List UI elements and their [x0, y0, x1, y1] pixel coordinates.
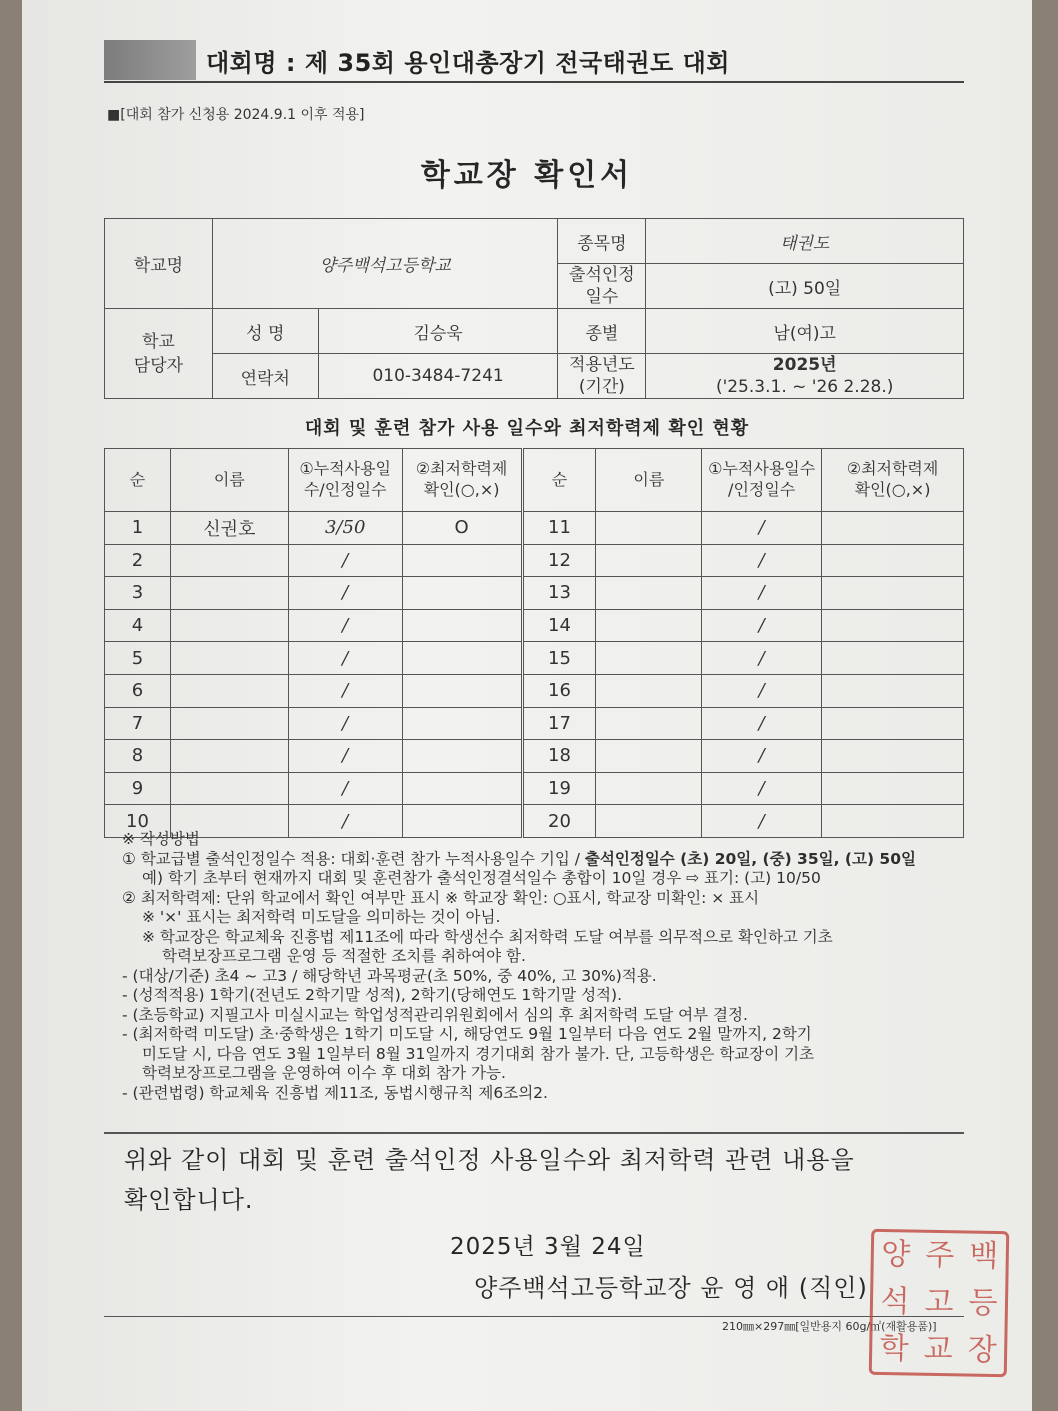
info-table: [104, 218, 964, 399]
signer: 양주백석고등학교장 윤 영 애 (직인): [474, 1274, 868, 1302]
table-row: [105, 642, 964, 675]
instruction-1-example: 예) 학기 초부터 현재까지 대회 및 훈련참가 출석인정결석일수 총합이 10일 경우 ⇨ 표기: (고) 10/50: [142, 869, 821, 887]
table-row: [105, 544, 964, 577]
header-no: 순: [105, 449, 171, 512]
row-check-right-cell: [822, 512, 964, 545]
header-days-right-line2: /인정일수: [728, 480, 796, 499]
row-number-cell: 3: [105, 577, 171, 610]
row-number-right-cell: 19: [522, 772, 596, 805]
row-days-right-cell: /: [702, 544, 822, 577]
row-check-cell: [402, 544, 522, 577]
instruction-1: [122, 850, 982, 870]
seal-char: 교: [923, 1331, 953, 1367]
seal-char: 양: [881, 1237, 911, 1273]
header-check-right-line2: 확인(○,×): [854, 480, 931, 499]
bullet-4b: 미도달 시, 다음 연도 3월 1일부터 8월 31일까지 경기대회 참가 불가. 단, 고등학생은 학교장이 기초: [142, 1044, 815, 1063]
row-number-right-cell: 16: [522, 674, 596, 707]
row-name-right-cell: [596, 512, 702, 545]
table-row: [105, 609, 964, 642]
row-days-cell: /: [288, 805, 402, 838]
confirmation-text: [124, 1140, 974, 1220]
header-days-line1: ①누적사용일: [299, 459, 391, 479]
section-title: 대회 및 훈련 참가 사용 일수와 최저학력제 확인 현황: [304, 418, 750, 439]
header-no-right: 순: [522, 449, 596, 512]
row-name-right-cell: [596, 544, 702, 577]
row-check-right-cell: [822, 577, 964, 610]
seal-char: 등: [968, 1285, 998, 1322]
contact-value: 010-3484-7241: [318, 354, 558, 399]
seal-char: 장: [967, 1332, 997, 1368]
banner-shade: [104, 40, 196, 80]
row-check-right-cell: [822, 707, 964, 740]
row-check-right-cell: [822, 740, 964, 773]
row-number-right-cell: 18: [522, 740, 596, 773]
header-days-line2: 수/인정일수: [303, 480, 387, 499]
year-label-line2: (기간): [578, 377, 625, 397]
bullet-5: - (관련법령) 학교체육 진흥법 제11조, 동법시행규칙 제6조의2.: [122, 1083, 548, 1102]
row-days-right-cell: /: [702, 577, 822, 610]
row-number-cell: 2: [105, 544, 171, 577]
table-row: [105, 707, 964, 740]
row-check-cell: [402, 642, 522, 675]
row-name-right-cell: [596, 609, 702, 642]
table-row: [105, 577, 964, 610]
row-days-right-cell: /: [702, 772, 822, 805]
row-name-cell: [170, 642, 288, 675]
header-days-right: [702, 449, 822, 512]
row-days-right-cell: /: [702, 805, 822, 838]
row-check-right-cell: [822, 674, 964, 707]
separator-line: [104, 1132, 964, 1134]
row-days-right-cell: /: [702, 674, 822, 707]
confirmation-line1: 위와 같이 대회 및 훈련 출석인정 사용일수와 최저학력 관련 내용을: [124, 1146, 855, 1174]
row-name-right-cell: [596, 642, 702, 675]
instruction-4a: ※ 학교장은 학교체육 진흥법 제11조에 따라 학생선수 최저학력 도달 여부를 의무적으로 확인하고 기초: [142, 927, 833, 946]
attendance-label-line2: 일수: [585, 287, 619, 307]
row-days-right-cell: /: [702, 609, 822, 642]
row-days-cell: /: [288, 642, 402, 675]
row-name-right-cell: [596, 674, 702, 707]
instruction-2: ② 최저학력제: 단위 학교에서 확인 여부만 표시 ※ 학교장 확인: ○표시, 학교장 미확인: × 표시: [122, 888, 760, 907]
row-number-cell: 8: [105, 740, 171, 773]
seal-char: 주: [925, 1238, 955, 1274]
gender-value: 남(여)고: [646, 309, 964, 354]
row-check-cell: [402, 609, 522, 642]
bullet-4a: - (최저학력 미도달) 초·중학생은 1학기 미도달 시, 해당연도 9월 1일부터 다음 연도 2월 말까지, 2학기: [122, 1025, 812, 1043]
official-seal-stamp: [869, 1229, 1010, 1377]
instruction-1-bold: 출석인정일수 (초) 20일, (중) 35일, (고) 50일: [584, 849, 916, 868]
participation-table: [104, 448, 964, 838]
table-header-row: [105, 449, 964, 512]
row-check-right-cell: [822, 609, 964, 642]
manager-label-line1: 학교: [142, 331, 175, 352]
row-name-cell: [170, 772, 288, 805]
row-days-right-cell: /: [702, 740, 822, 773]
sport-label: 종목명: [558, 219, 646, 264]
row-number-cell: 6: [105, 674, 171, 707]
row-days-right-cell: /: [702, 642, 822, 675]
seal-char: 백: [969, 1238, 999, 1275]
row-number-right-cell: 14: [522, 609, 596, 642]
row-name-right-cell: [596, 707, 702, 740]
table-body: [105, 512, 964, 838]
school-name-label: 학교명: [105, 219, 213, 309]
header-days-right-line1: ①누적사용일수: [708, 459, 816, 479]
manager-label-line2: 담당자: [133, 355, 184, 376]
row-check-cell: [402, 772, 522, 805]
table-row: [105, 740, 964, 773]
banner-underline: [104, 81, 964, 83]
instructions: [122, 830, 982, 1103]
bullet-4c: 학력보장프로그램을 운영하여 이수 후 대회 참가 가능.: [142, 1064, 506, 1082]
row-check-cell: [402, 577, 522, 610]
contact-label: 연락처: [212, 354, 318, 399]
gender-label: 종별: [558, 309, 646, 354]
row-check-cell: [402, 707, 522, 740]
document-page: [22, 0, 1032, 1411]
row-days-right-cell: /: [702, 707, 822, 740]
row-name-cell: [170, 577, 288, 610]
competition-title: 대회명 : 제 35회 용인대총장기 전국태권도 대회: [206, 48, 730, 77]
seal-char: 학: [879, 1330, 909, 1367]
table-row: [105, 772, 964, 805]
row-number-cell: 1: [105, 512, 171, 545]
row-name-cell: 신권호: [170, 512, 288, 545]
year-value-line1: 2025년: [772, 355, 837, 375]
row-name-cell: [170, 740, 288, 773]
header-check-line1: ②최저학력제: [415, 459, 508, 479]
instruction-3: ※ '×' 표시는 최저학력 미도달을 의미하는 것이 아님.: [142, 908, 501, 926]
row-days-cell: /: [288, 577, 402, 610]
confirmation-line2: 확인합니다.: [124, 1186, 254, 1214]
sport-value: 태권도: [646, 219, 964, 264]
year-label: [558, 354, 646, 399]
instruction-4b: 학력보장프로그램 운영 등 적절한 조치를 취하여야 함.: [162, 947, 526, 965]
row-number-cell: 9: [105, 772, 171, 805]
bottom-line: [104, 1316, 964, 1317]
row-name-cell: [170, 674, 288, 707]
attendance-label: [558, 264, 646, 309]
attendance-value: (고) 50일: [646, 264, 964, 309]
row-days-right-cell: /: [702, 512, 822, 545]
row-number-right-cell: 20: [522, 805, 596, 838]
row-name-cell: [170, 544, 288, 577]
row-number-right-cell: 12: [522, 544, 596, 577]
year-label-line1: 적용년도: [569, 355, 635, 375]
row-name-right-cell: [596, 772, 702, 805]
form-note: ■[대회 참가 신청용 2024.9.1 이후 적용]: [107, 107, 365, 123]
row-days-cell: /: [288, 772, 402, 805]
header-name: 이름: [170, 449, 288, 512]
row-days-cell: /: [288, 740, 402, 773]
manager-label: [105, 309, 213, 399]
row-check-right-cell: [822, 642, 964, 675]
row-name-cell: [170, 609, 288, 642]
row-number-cell: 5: [105, 642, 171, 675]
header-days: [288, 449, 402, 512]
instructions-heading: ※ 작성방법: [122, 830, 200, 848]
bullet-2: - (성적적용) 1학기(전년도 2학기말 성적), 2학기(당해연도 1학기말 성적).: [122, 986, 622, 1004]
row-days-cell: /: [288, 707, 402, 740]
row-check-right-cell: [822, 544, 964, 577]
row-number-right-cell: 15: [522, 642, 596, 675]
confirmation-date: 2025년 3월 24일: [450, 1234, 646, 1260]
row-days-cell: 3/50: [288, 512, 402, 545]
header-check: [402, 449, 522, 512]
row-number-right-cell: 17: [522, 707, 596, 740]
row-name-cell: [170, 707, 288, 740]
row-name-right-cell: [596, 577, 702, 610]
row-number-cell: 4: [105, 609, 171, 642]
header-check-right: [822, 449, 964, 512]
header-name-right: 이름: [596, 449, 702, 512]
name-label: 성 명: [212, 309, 318, 354]
row-check-cell: [402, 740, 522, 773]
instruction-1-text: ① 학교급별 출석인정일수 적용: 대회·훈련 참가 누적사용일수 기입 /: [122, 849, 585, 868]
row-number-right-cell: 13: [522, 577, 596, 610]
competition-banner: [104, 40, 964, 80]
row-number-cell: 10: [105, 805, 171, 838]
table-row: [105, 674, 964, 707]
name-value: 김승욱: [318, 309, 558, 354]
header-check-line2: 확인(○,×): [423, 480, 500, 499]
row-check-cell: [402, 674, 522, 707]
school-name-value: 양주백석고등학교: [212, 219, 558, 309]
row-number-right-cell: 11: [522, 512, 596, 545]
seal-char: 석: [880, 1283, 910, 1320]
row-days-cell: /: [288, 674, 402, 707]
row-name-right-cell: [596, 740, 702, 773]
bullet-1: - (대상/기준) 초4 ~ 고3 / 해당학년 과목평균(초 50%, 중 40%, 고 30%)적용.: [122, 966, 657, 985]
row-days-cell: /: [288, 544, 402, 577]
header-check-right-line1: ②최저학력제: [846, 459, 939, 479]
bullet-3: - (초등학교) 지필고사 미실시교는 학업성적관리위원회에서 심의 후 최저학력 도달 여부 결정.: [122, 1005, 748, 1024]
attendance-label-line1: 출석인정: [569, 265, 635, 285]
document-title: 학교장 확인서: [420, 158, 634, 193]
year-value: [646, 354, 964, 399]
seal-char: 고: [924, 1284, 954, 1321]
paper-size-note: 210㎜×297㎜[일반용지 60g/㎡(재활용품)]: [722, 1320, 937, 1333]
row-check-cell: O: [402, 512, 522, 545]
table-row: [105, 512, 964, 545]
row-check-right-cell: [822, 772, 964, 805]
row-days-cell: /: [288, 609, 402, 642]
year-value-line2: ('25.3.1. ~ '26 2.28.): [715, 377, 894, 397]
row-number-cell: 7: [105, 707, 171, 740]
